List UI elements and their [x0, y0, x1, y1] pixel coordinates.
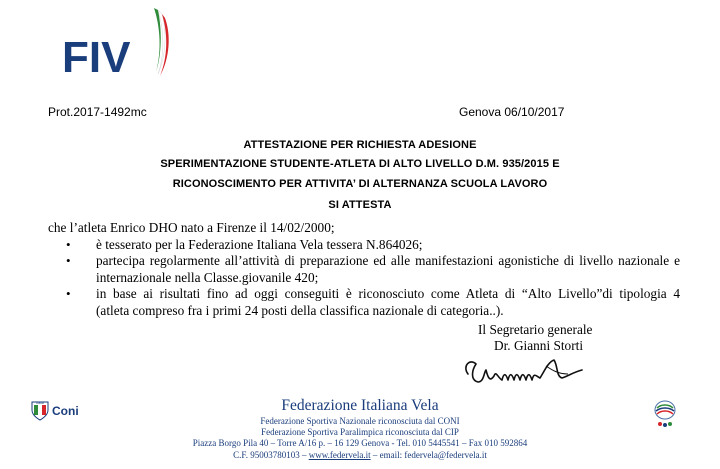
coni-small-text: Italia: [36, 401, 44, 405]
protocol-number: Prot.2017-1492mc: [48, 105, 147, 119]
list-item: [96, 286, 680, 320]
bullet-marker: •: [66, 237, 71, 252]
place-date: Genova 06/10/2017: [459, 105, 565, 119]
intro-sentence: che l’atleta Enrico DHO nato a Firenze il 14/02/2000;: [48, 220, 335, 235]
footer-line-cip: Federazione Sportiva Paralimpica riconosciuta dal CIP: [261, 427, 459, 437]
handwritten-signature: [458, 352, 598, 392]
bullet-marker: •: [66, 253, 71, 268]
fiv-logo: [58, 6, 178, 86]
signatory-name: Dr. Gianni Storti: [494, 338, 584, 353]
title-line-2: SPERIMENTAZIONE STUDENTE-ATLETA DI ALTO LIVELLO D.M. 935/2015 E: [160, 158, 560, 170]
list-item-line: è tesserato per la Federazione Italiana Vela tessera N.864026;: [96, 237, 423, 252]
coni-label: Coni: [52, 404, 79, 418]
title-line-1: ATTESTAZIONE PER RICHIESTA ADESIONE: [243, 139, 477, 151]
signatory-role: Il Segretario generale: [478, 322, 593, 337]
footer-line-contacts: [0, 450, 720, 460]
list-item: [96, 237, 680, 254]
title-line-4: SI ATTESTA: [328, 199, 392, 211]
footer-line-address: Piazza Borgo Pila 40 – Torre A/16 p. – 16 129 Genova - Tel. 010 5445541 – Fax 010 592864: [192, 438, 528, 448]
list-item-line: internazionale nella Classe.giovanile 420;: [96, 269, 319, 285]
bullet-marker: •: [66, 286, 71, 301]
footer-line-coni: Federazione Sportiva Nazionale riconosciuta dal CONI: [260, 416, 460, 426]
fiv-logo-graphic: [58, 6, 178, 86]
list-item: [96, 253, 680, 287]
cip-logo-icon: [652, 398, 678, 428]
footer-email: – email: federvela@federvela.it: [372, 450, 487, 460]
footer-cf: C.F. 95003780103 –: [233, 450, 307, 460]
title-line-3: RICONOSCIMENTO PER ATTIVITA’ DI ALTERNANZA SCUOLA LAVORO: [172, 178, 548, 190]
federation-name: Federazione Italiana Vela: [281, 397, 439, 414]
list-item-line: in base ai risultati fino ad oggi conseguiti è riconosciuto come Atleta di “Alto Livello”di tipologia 4: [96, 286, 680, 301]
list-item-line: partecipa regolarmente all’attività di preparazione ed alle manifestazioni agonistiche di livello nazionale e: [96, 253, 680, 268]
website-link[interactable]: www.federvela.it: [308, 450, 371, 460]
list-item-line: (atleta compreso fra i primi 24 posti della classifica nazionale di categoria..).: [96, 302, 504, 318]
logo-text: FIV: [62, 33, 131, 82]
